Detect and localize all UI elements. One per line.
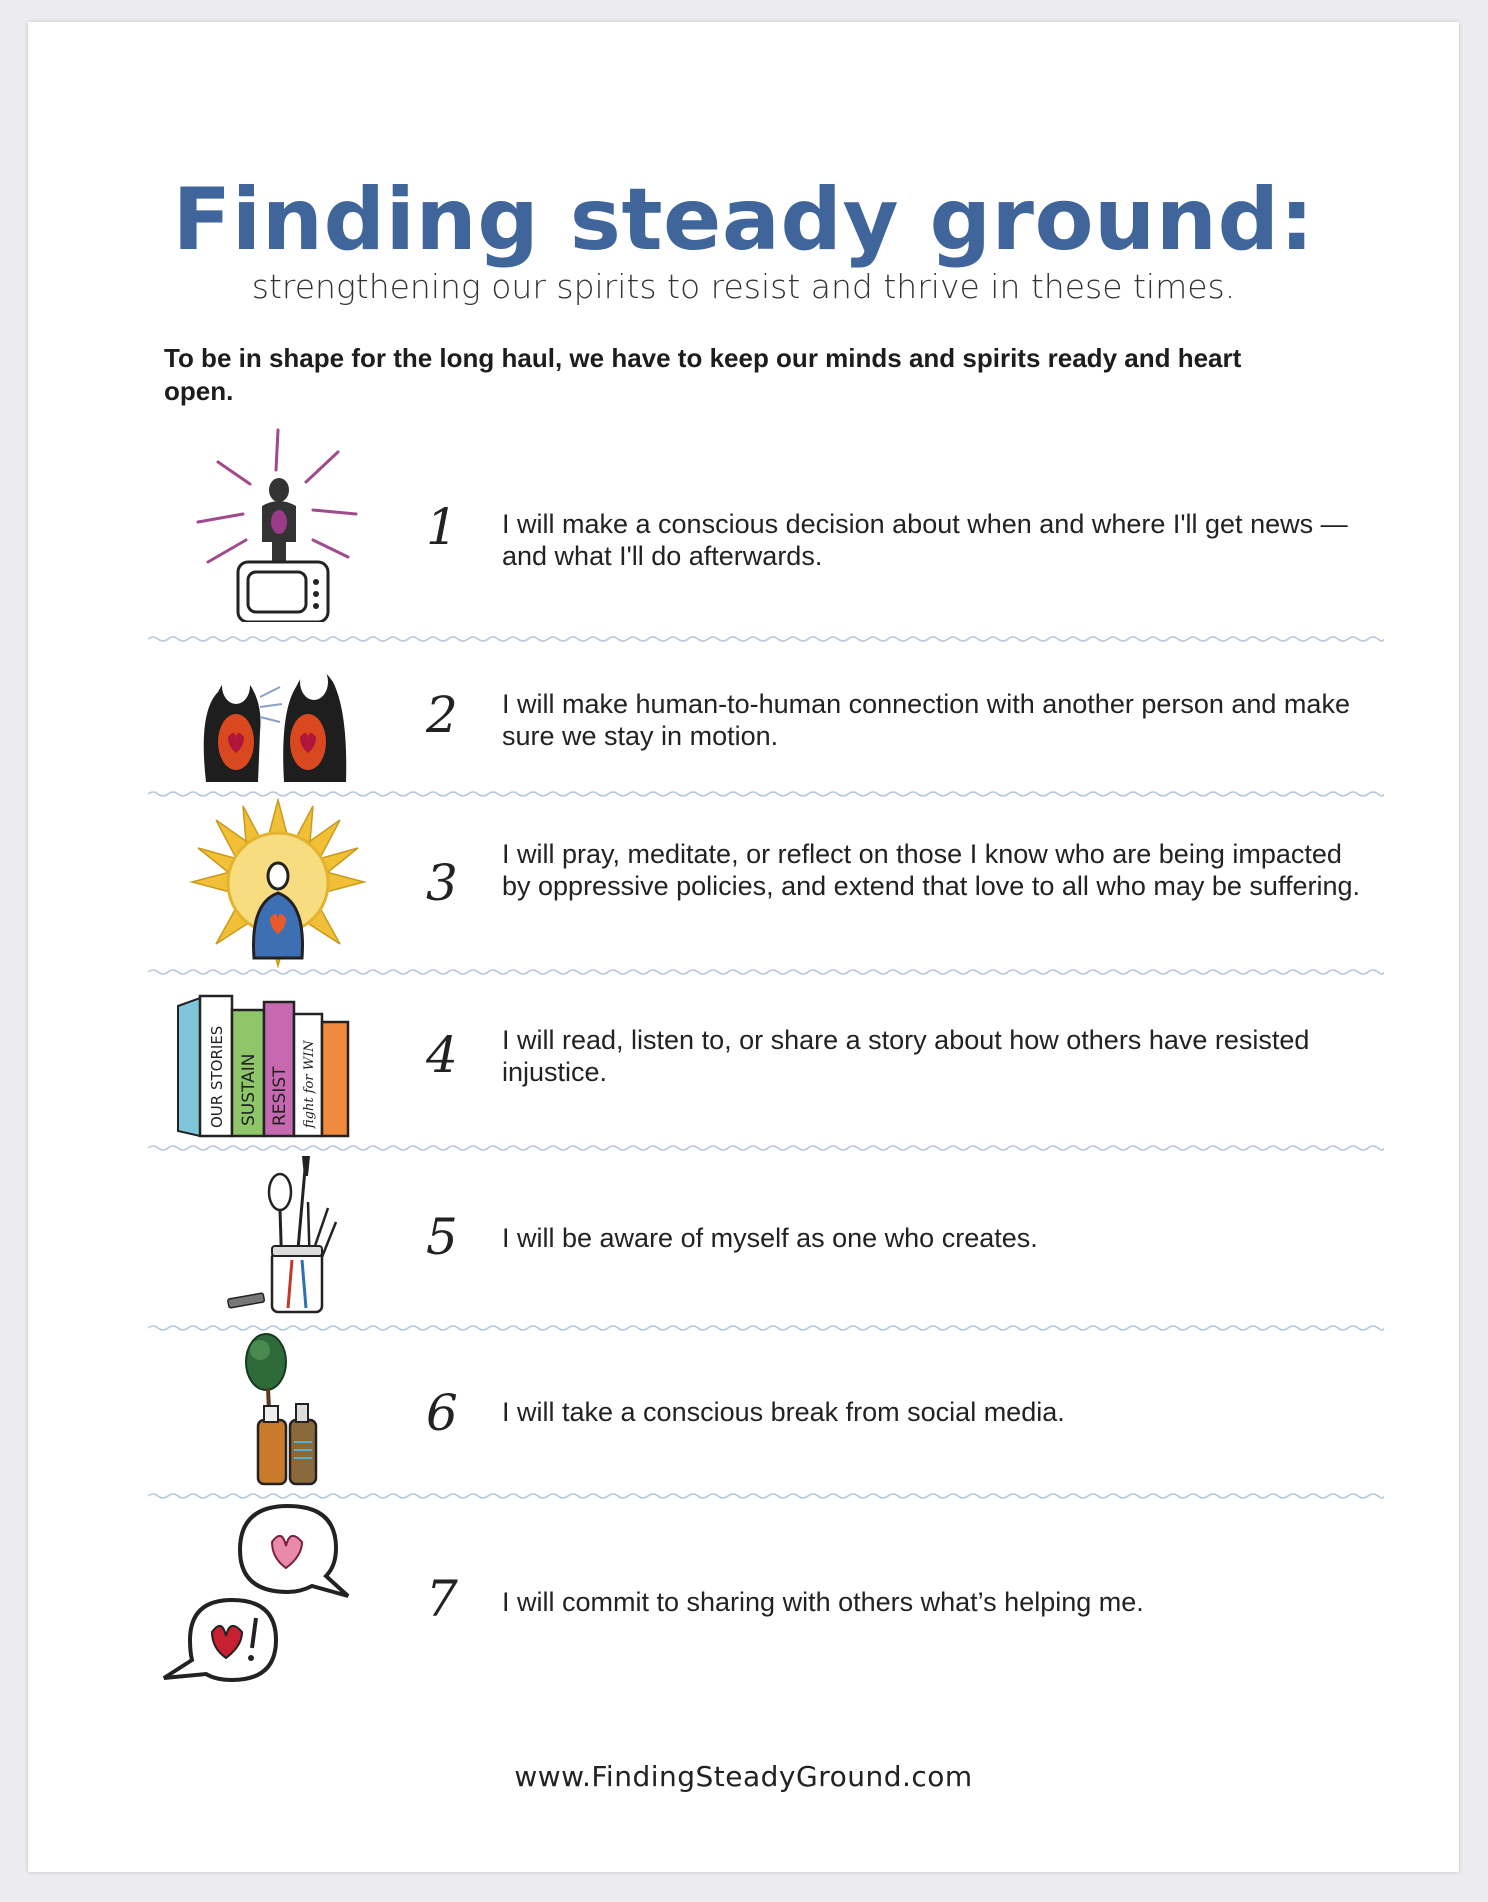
divider (148, 968, 1384, 976)
book-spine-label: OUR STORIES (208, 1025, 226, 1128)
item-number: 3 (426, 854, 458, 912)
tree-bottles-icon (188, 1332, 368, 1492)
divider (148, 1144, 1384, 1152)
item-number: 7 (426, 1570, 458, 1628)
art-supplies-jar-icon (188, 1152, 368, 1322)
item-text: I will make human-to-human connection with another person and make sure we stay in motion. (502, 689, 1350, 751)
divider (148, 1492, 1384, 1500)
two-people-hearts-icon (188, 642, 368, 792)
item-number: 6 (426, 1384, 458, 1442)
list-item-3 (148, 798, 1384, 970)
divider (148, 1324, 1384, 1332)
list-item-6 (148, 1332, 1384, 1492)
book-spine-label: fight for WIN (302, 1040, 317, 1128)
item-text: I will pray, meditate, or reflect on those I know who are being impacted by oppressive policies, and extend that love to all who may be suffering. (502, 839, 1361, 901)
item-number: 4 (426, 1026, 458, 1084)
list-item-1 (148, 422, 1384, 632)
page-title: Finding steady ground: (172, 170, 1315, 270)
list-item-2 (148, 642, 1384, 792)
item-number: 5 (426, 1208, 458, 1266)
item-text: I will make a conscious decision about when and where I'll get news — and what I'll do afterwards. (502, 509, 1348, 571)
item-text: I will take a conscious break from social media. (502, 1397, 1065, 1427)
item-number: 2 (426, 686, 458, 744)
item-number: 1 (426, 498, 458, 556)
list-item-7 (148, 1500, 1384, 1700)
item-text: I will read, listen to, or share a story about how others have resisted injustice. (502, 1025, 1310, 1087)
sun-person-icon (188, 798, 368, 968)
intro-text: To be in shape for the long haul, we have to keep our minds and spirits ready and heart open. (164, 343, 1242, 406)
footer-url: www.FindingSteadyGround.com (514, 1760, 973, 1793)
handout-page (28, 22, 1459, 1872)
book-spine-label: SUSTAIN (239, 1053, 259, 1126)
tv-person-icon (188, 422, 368, 622)
book-spine-label: RESIST (270, 1066, 290, 1126)
item-text: I will be aware of myself as one who creates. (502, 1223, 1038, 1253)
list-item-5 (148, 1152, 1384, 1327)
item-text: I will commit to sharing with others what’s helping me. (502, 1587, 1144, 1617)
books-icon (170, 976, 370, 1146)
page-subtitle: strengthening our spirits to resist and thrive in these times. (251, 267, 1236, 306)
speech-bubble-hearts-icon (160, 1500, 360, 1700)
list-item-4 (148, 976, 1384, 1146)
divider (148, 790, 1384, 798)
